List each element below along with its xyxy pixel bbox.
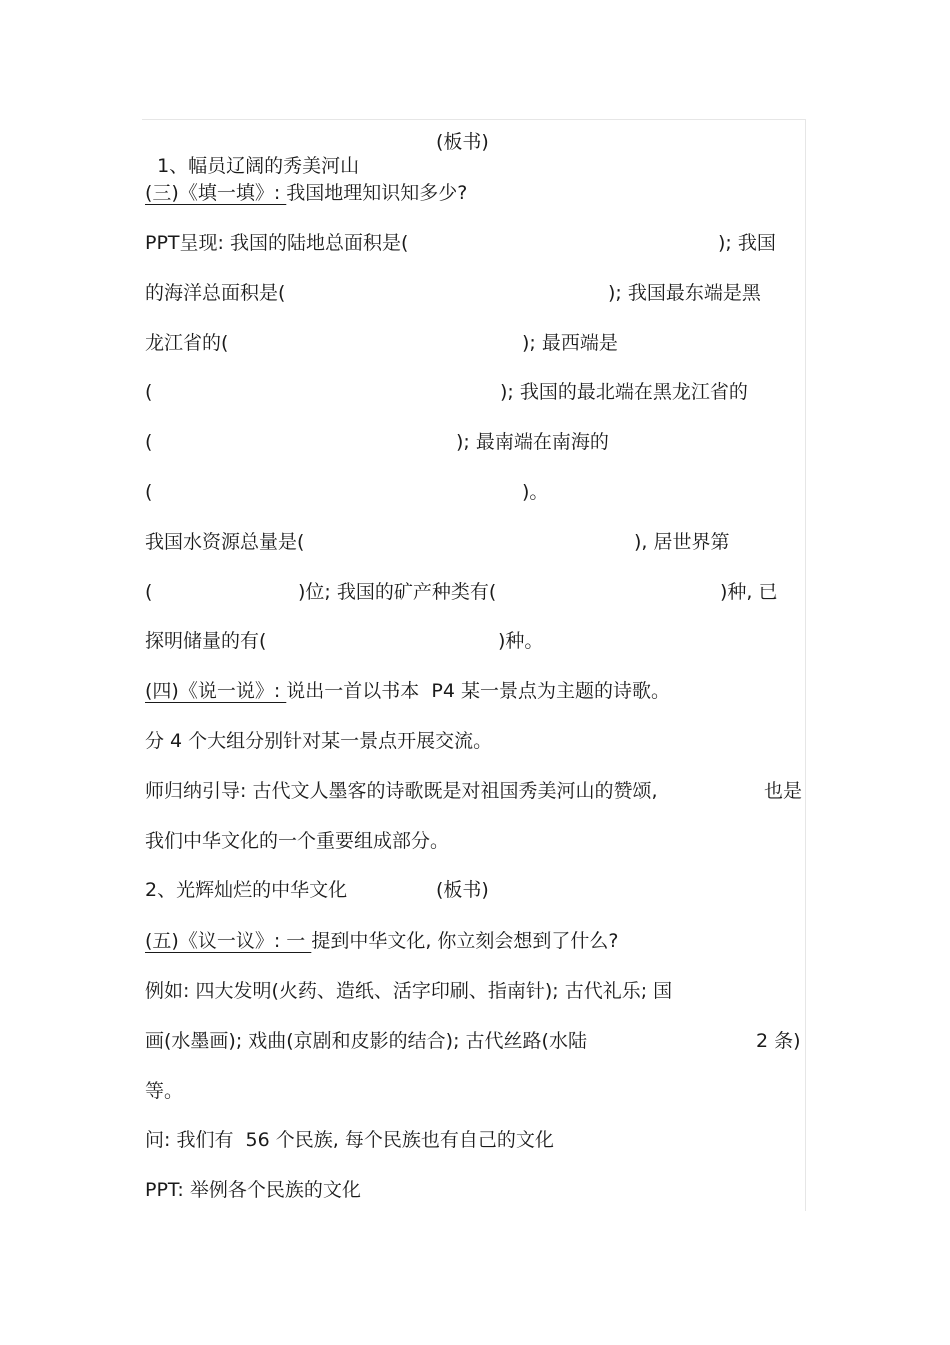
line-18a: 画(水墨画); 戏曲(京剧和皮影的结合); 古代丝路(水陆: [145, 1030, 587, 1052]
line-14: 我们中华文化的一个重要组成部分。: [145, 830, 450, 852]
line-12: 分 4 个大组分别针对某一景点开展交流。: [145, 730, 493, 752]
section-3-text: 我国地理知识知多少?: [286, 182, 468, 204]
line-9a: (: [145, 581, 153, 603]
line-4a: 龙江省的(: [145, 332, 229, 354]
line-8a: 我国水资源总量是(: [145, 531, 305, 553]
section-3: [145, 181, 467, 205]
section-3-label: (三)《填一填》:: [145, 182, 287, 204]
line-10a: 探明储量的有(: [145, 630, 267, 652]
section-5-label: (五)《议一议》: 一: [145, 930, 312, 952]
line-5a: (: [145, 381, 153, 403]
line-5b: ); 我国的最北端在黑龙江省的: [500, 381, 748, 403]
line-10b: )种。: [498, 630, 544, 652]
line-9b: )位; 我国的矿产种类有(: [298, 581, 497, 603]
line-8b: ), 居世界第: [634, 531, 730, 553]
section-4-label: (四)《说一说》:: [145, 680, 287, 702]
line-9c: )种, 已: [720, 581, 778, 603]
heading-2-tag: (板书): [436, 879, 489, 901]
line-6a: (: [145, 431, 153, 453]
ppt-line-1a: PPT呈现: 我国的陆地总面积是(: [145, 232, 409, 254]
line-13a: 师归纳引导: 古代文人墨客的诗歌既是对祖国秀美河山的赞颂,: [145, 780, 658, 802]
heading-2: 2、光辉灿烂的中华文化: [145, 879, 348, 901]
line-3a: 的海洋总面积是(: [145, 282, 286, 304]
line-20: 问: 我们有 56 个民族, 每个民族也有自己的文化: [145, 1129, 554, 1151]
heading-1-text: 1、幅员辽阔的秀美河山: [157, 155, 360, 177]
line-17: 例如: 四大发明(火药、造纸、活字印刷、指南针); 古代礼乐; 国: [145, 980, 673, 1002]
line-21: PPT: 举例各个民族的文化: [145, 1179, 361, 1201]
line-4b: ); 最西端是: [522, 332, 618, 354]
heading-1: [145, 130, 359, 178]
line-13b: 也是: [764, 780, 803, 802]
line-6b: ); 最南端在南海的: [456, 431, 609, 453]
line-18b: 2 条): [756, 1030, 801, 1052]
section-5: [145, 929, 618, 953]
heading-1-tag: (板书): [436, 131, 489, 153]
section-5-text: 提到中华文化, 你立刻会想到了什么?: [311, 930, 619, 952]
ppt-line-1b: ); 我国: [718, 232, 776, 254]
section-4: [145, 679, 670, 703]
line-19: 等。: [145, 1080, 184, 1102]
section-4-text: 说出一首以书本 P4 某一景点为主题的诗歌。: [286, 680, 670, 702]
line-7b: )。: [522, 481, 549, 503]
line-7a: (: [145, 481, 153, 503]
line-3b: ); 我国最东端是黑: [608, 282, 761, 304]
